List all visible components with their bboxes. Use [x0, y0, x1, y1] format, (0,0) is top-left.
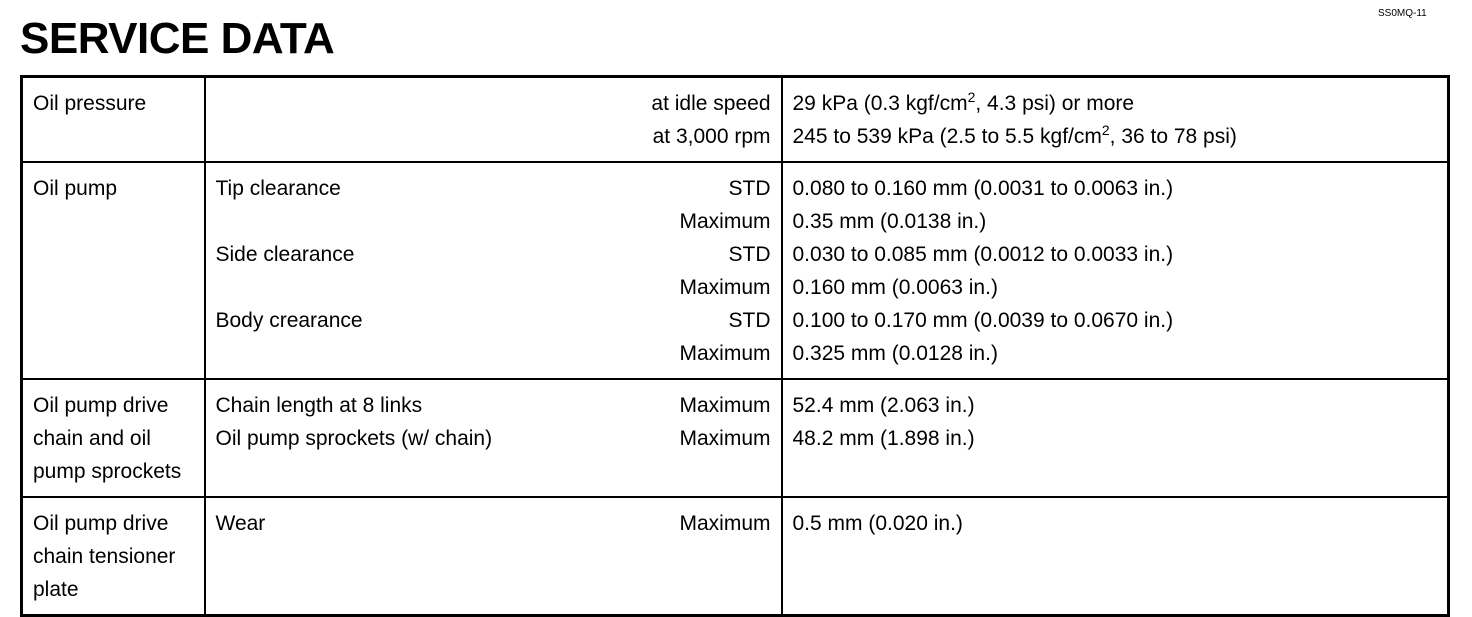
spec-value: 48.2 mm (1.898 in.): [792, 427, 975, 450]
spec-value: 0.100 to 0.170 mm (0.0039 to 0.0670 in.): [792, 309, 1174, 332]
item-cell: [22, 77, 205, 163]
item-name: Oil pump drive chain and oil pump sprockets: [33, 394, 182, 483]
table-row: [22, 379, 1449, 497]
spec-value: 245 to 539 kPa (2.5 to 5.5 kgf/$cm^2$, 36 to 78 psi): [792, 122, 1237, 148]
condition-label: STD: [728, 177, 771, 200]
table-row: [22, 77, 1449, 163]
spec-value: 0.5 mm (0.020 in.): [792, 512, 963, 535]
part-label: Wear: [215, 512, 266, 535]
part-label: Tip clearance: [215, 177, 341, 200]
condition-cell: [205, 379, 782, 497]
spec-value: 0.35 mm (0.0138 in.): [792, 210, 987, 233]
value-cell: [782, 162, 1449, 379]
spec-value: 52.4 mm (2.063 in.): [792, 394, 975, 417]
spec-value: 0.080 to 0.160 mm (0.0031 to 0.0063 in.): [792, 177, 1174, 200]
item-cell: [22, 162, 205, 379]
table-row: [22, 497, 1449, 616]
part-label: Side clearance: [215, 243, 355, 266]
spec-value: 0.030 to 0.085 mm (0.0012 to 0.0033 in.): [792, 243, 1174, 266]
item-name: Oil pump: [33, 177, 118, 200]
condition-label: STD: [728, 243, 771, 266]
condition-cell: [205, 77, 782, 163]
condition-label: Maximum: [679, 512, 771, 535]
condition-cell: [205, 497, 782, 616]
item-name: Oil pressure: [33, 92, 147, 115]
condition-label: Maximum: [679, 394, 771, 417]
part-label: Oil pump sprockets (w/ chain): [215, 427, 493, 450]
page-code: SS0MQ-11: [1378, 8, 1427, 19]
part-label: Body crearance: [215, 309, 363, 332]
condition-label: at idle speed: [651, 92, 771, 115]
condition-label: Maximum: [679, 342, 771, 365]
condition-cell: [205, 162, 782, 379]
spec-value: 0.325 mm (0.0128 in.): [792, 342, 998, 365]
spec-value: 29 kPa (0.3 kgf/$cm^2$, 4.3 psi) or more: [792, 89, 1135, 115]
part-label: Chain length at 8 links: [215, 394, 423, 417]
value-cell: [782, 497, 1449, 616]
value-cell: [782, 379, 1449, 497]
condition-label: at 3,000 rpm: [652, 125, 771, 148]
item-cell: [22, 379, 205, 497]
condition-label: Maximum: [679, 427, 771, 450]
value-cell: [782, 77, 1449, 163]
condition-label: Maximum: [679, 210, 771, 233]
item-cell: [22, 497, 205, 616]
condition-label: STD: [728, 309, 771, 332]
item-name: Oil pump drive chain tensioner plate: [33, 512, 176, 601]
spec-value: 0.160 mm (0.0063 in.): [792, 276, 998, 299]
page-title: SERVICE DATA: [20, 14, 335, 63]
table-row: [22, 162, 1449, 379]
service-data-table: [20, 75, 1450, 617]
condition-label: Maximum: [679, 276, 771, 299]
